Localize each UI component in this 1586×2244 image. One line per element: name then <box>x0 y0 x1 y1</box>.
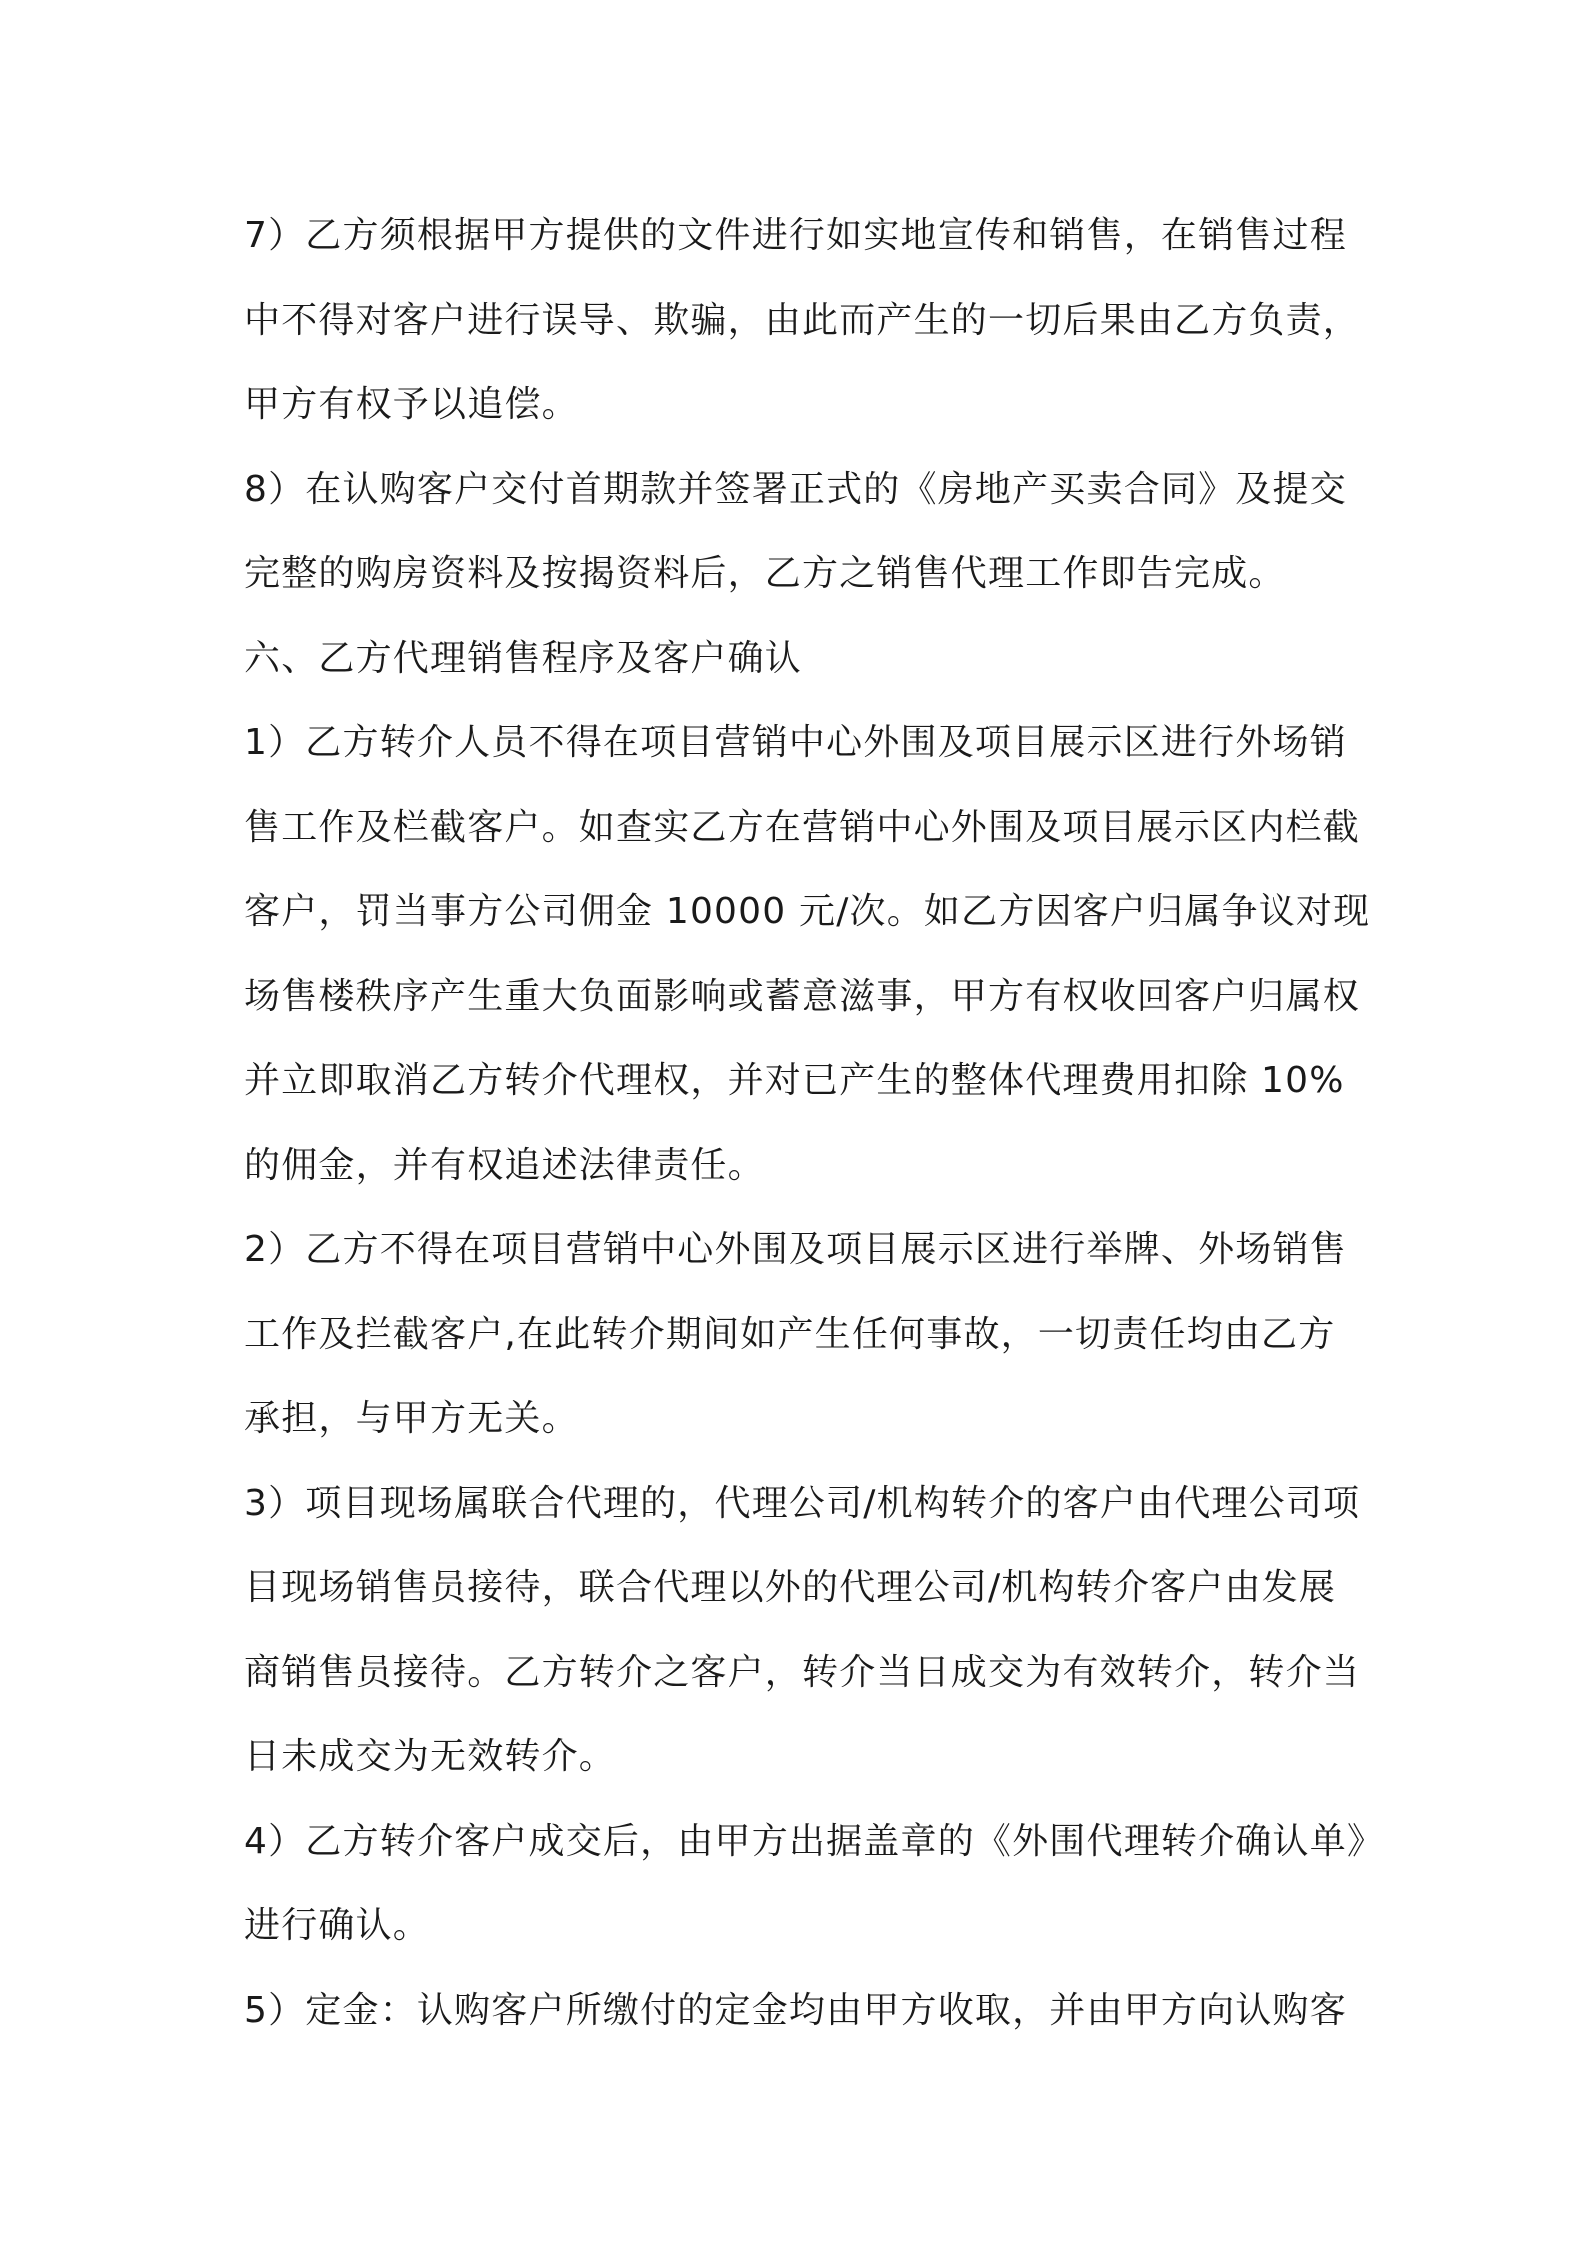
text-line: 2）乙方不得在项目营销中心外围及项目展示区进行举牌、外场销售 <box>244 1229 1347 1270</box>
text-line: 7）乙方须根据甲方提供的文件进行如实地宣传和销售，在销售过程 <box>244 215 1347 256</box>
text-line: 的佣金，并有权追述法律责任。 <box>244 1144 765 1186</box>
text-line: 商销售员接待。乙方转介之客户，转介当日成交为有效转介，转介当 <box>244 1651 1361 1693</box>
document-body <box>244 194 1385 2053</box>
text-line: 客户，罚当事方公司佣金 10000 元/次。如乙方因客户归属争议对现 <box>244 891 1371 932</box>
text-line: 目现场销售员接待，联合代理以外的代理公司/机构转介客户由发展 <box>244 1567 1337 1608</box>
text-line: 1）乙方转介人员不得在项目营销中心外围及项目展示区进行外场销 <box>244 722 1347 763</box>
text-line: 并立即取消乙方转介代理权，并对已产生的整体代理费用扣除 10% <box>244 1060 1345 1101</box>
text-line: 4）乙方转介客户成交后，由甲方出据盖章的《外围代理转介确认单》 <box>244 1820 1385 1862</box>
text-line: 工作及拦截客户,在此转介期间如产生任何事故，一切责任均由乙方 <box>244 1313 1336 1355</box>
section-heading: 六、乙方代理销售程序及客户确认 <box>244 637 803 679</box>
text-line: 5）定金：认购客户所缴付的定金均由甲方收取，并由甲方向认购客 <box>244 1989 1347 2031</box>
text-line: 场售楼秩序产生重大负面影响或蓄意滋事，甲方有权收回客户归属权 <box>244 975 1361 1017</box>
text-line: 日未成交为无效转介。 <box>244 1736 617 1777</box>
text-line: 8）在认购客户交付首期款并签署正式的《房地产买卖合同》及提交 <box>244 468 1347 510</box>
text-line: 中不得对客户进行误导、欺骗，由此而产生的一切后果由乙方负责， <box>244 299 1361 341</box>
text-line: 完整的购房资料及按揭资料后，乙方之销售代理工作即告完成。 <box>244 553 1286 594</box>
text-line: 承担，与甲方无关。 <box>244 1398 579 1439</box>
text-line: 售工作及栏截客户。如查实乙方在营销中心外围及项目展示区内栏截 <box>244 806 1361 848</box>
text-line: 进行确认。 <box>244 1905 431 1946</box>
text-line: 3）项目现场属联合代理的，代理公司/机构转介的客户由代理公司项 <box>244 1482 1361 1524</box>
text-line: 甲方有权予以追偿。 <box>244 384 579 425</box>
